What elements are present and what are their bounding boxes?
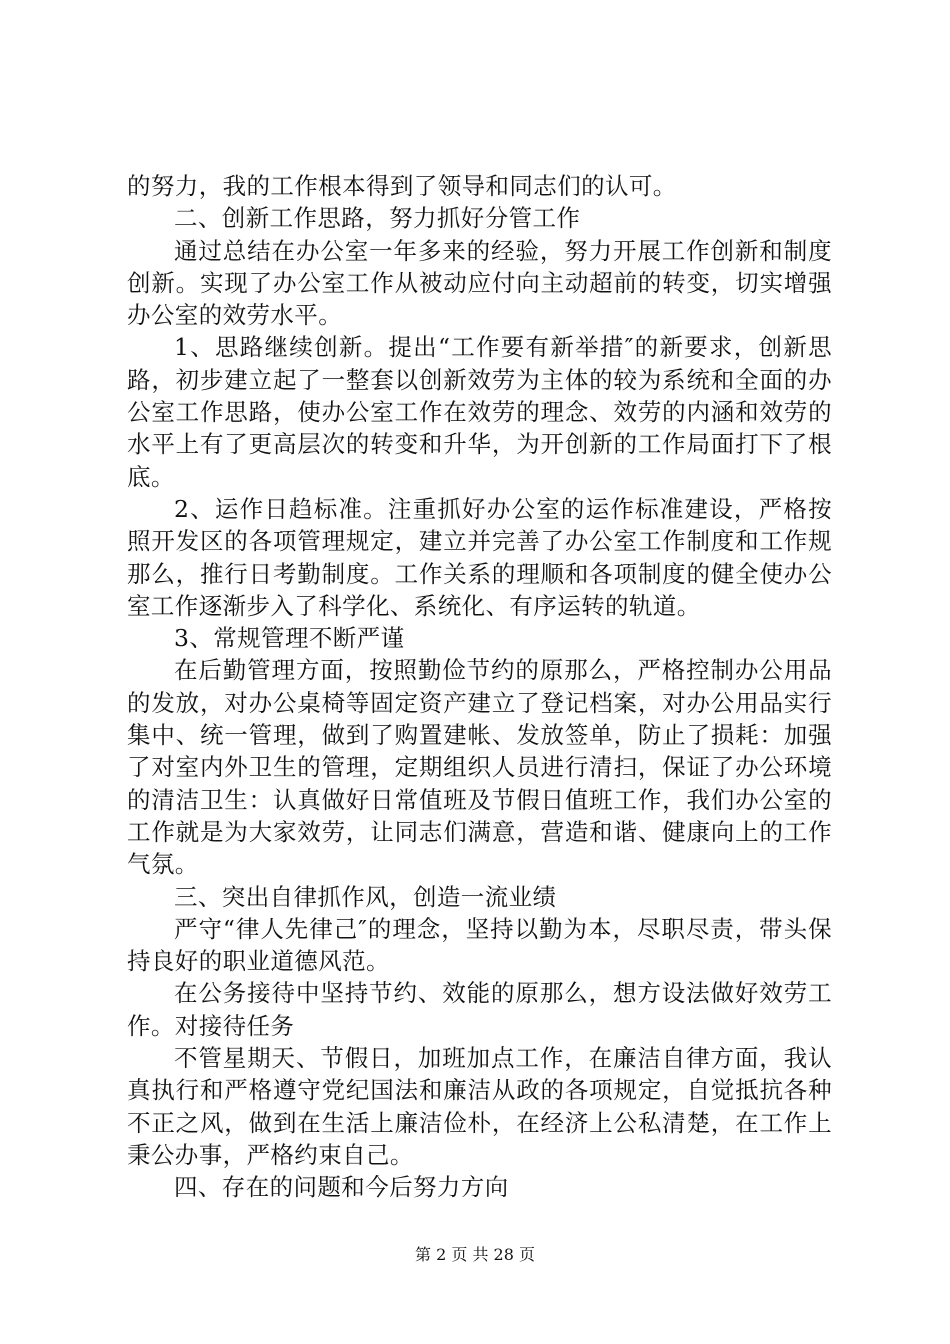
subheading-item-3: 3、常规管理不断严谨 [174,624,405,653]
section-heading-4: 四、存在的问题和今后努力方向 [174,1173,509,1202]
paragraph-item-1: 1、思路继续创新。提出“工作要有新举措″的新要求，创新思路，初步建立起了一整套以创新效劳为主体的较为系统和全面的办公室工作思路，使办公室工作在效劳的理念、效劳的内涵和效劳的水平上有了更高层次的转变和升华，为开创新的工作局面打下了根底。 [127,333,832,491]
section-heading-3: 三、突出自律抓作风，创造一流业绩 [174,882,557,911]
document-body [127,170,832,1204]
page-number-footer: 第 2 页 共 28 页 [415,1245,535,1264]
paragraph: 在后勤管理方面，按照勤俭节约的原那么，严格控制办公用品的发放，对办公桌椅等固定资产建立了登记档案，对办公用品实行集中、统一管理，做到了购置建帐、发放签单，防止了损耗：加强了对室内外卫生的管理，定期组织人员进行清扫，保证了办公环境的清洁卫生：认真做好日常值班及节假日值班工作，我们办公室的工作就是为大家效劳，让同志们满意，营造和谐、健康向上的工作气氛。 [127,656,832,879]
paragraph: 严守“律人先律己″的理念，坚持以勤为本，尽职尽责，带头保持良好的职业道德风范。 [127,914,832,976]
paragraph-continuation: 的努力，我的工作根本得到了领导和同志们的认可。 [127,172,677,200]
paragraph: 通过总结在办公室一年多来的经验，努力开展工作创新和制度创新。实现了办公室工作从被动应付向主动超前的转变，切实增强办公室的效劳水平。 [127,236,832,330]
paragraph-item-2: 2、运作日趋标准。注重抓好办公室的运作标准建设，严格按照开发区的各项管理规定，建立并完善了办公室工作制度和工作规那么，推行日考勤制度。工作关系的理顺和各项制度的健全使办公室工作逐渐步入了科学化、系统化、有序运转的轨道。 [127,494,832,620]
paragraph: 在公务接待中坚持节约、效能的原那么，想方设法做好效劳工作。对接待任务 [127,979,832,1040]
paragraph: 不管星期天、节假日，加班加点工作，在廉洁自律方面，我认真执行和严格遵守党纪国法和廉洁从政的各项规定，自觉抵抗各种不正之风，做到在生活上廉洁俭朴，在经济上公私清楚，在工作上秉公办事，严格约束自己。 [127,1044,832,1169]
section-heading-2: 二、创新工作思路，努力抓好分管工作 [174,204,581,233]
